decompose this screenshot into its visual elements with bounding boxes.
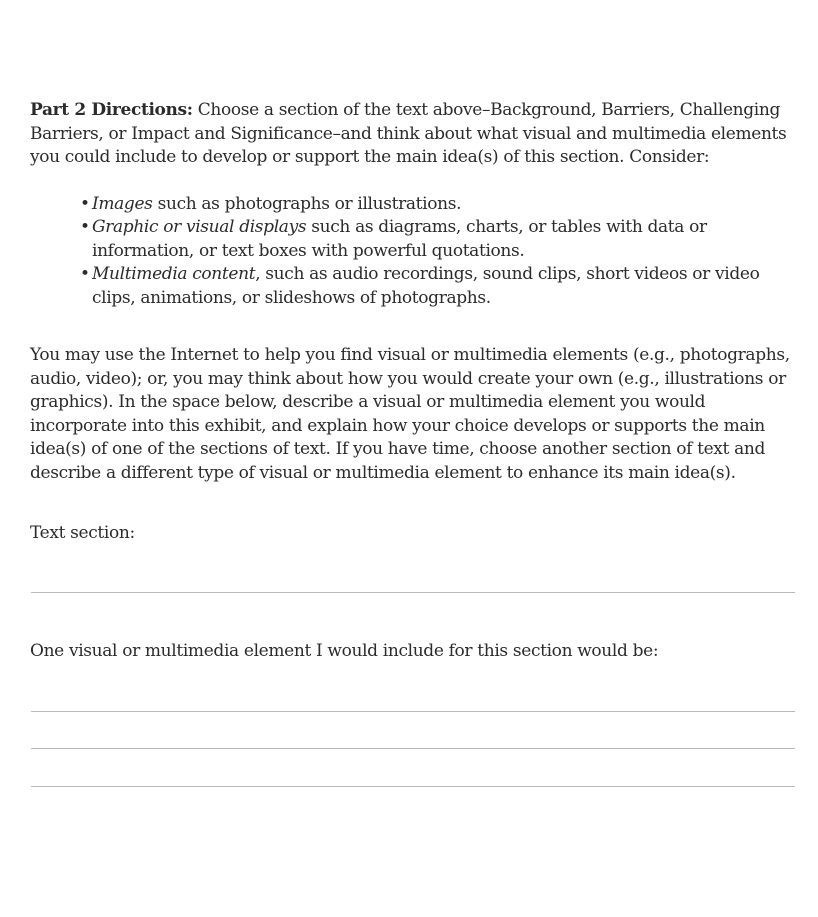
bullet-term: Multimedia content [92,264,256,284]
bullet-text: such as diagrams, charts, or tables with data or information, or text boxes with powerful quotations. [92,217,707,261]
text-section-answer-line[interactable] [31,592,795,593]
element-prompt: One visual or multimedia element I would include for this section would be: [30,641,659,661]
directions-heading: Part 2 Directions: [30,100,193,120]
element-answer-line-2[interactable] [31,748,795,749]
worksheet-body [30,99,800,485]
bullet-marker: • [80,193,90,214]
bullet-text: such as photographs or illustrations. [152,193,462,214]
consider-list [80,193,800,311]
directions-paragraph [30,99,800,170]
bullet-marker: • [80,217,90,237]
instructions-paragraph: You may use the Internet to help you find visual or multimedia elements (e.g., photographs, audio, video); or, you may think about how you would create your own (e.g., illustrations or graphics). In the space below, describe a visual or multimedia element you would incorporate into this exhibit, and explain how your choice develops or supports the main idea(s) of one of the sections of text. If you have time, choose another section of text and describe a different type of visual or multimedia element to enhance its main idea(s). [30,345,790,483]
list-item [80,193,800,217]
bullet-text: , such as audio recordings, sound clips, short videos or video clips, animations, or slideshows of photographs. [92,264,760,308]
list-item [80,263,800,310]
directions-text: Choose a section of the text above–Background, Barriers, Challenging Barriers, or Impact and Significance–and think about what visual and multimedia elements you could include to develop or support the main idea(s) of this section. Consider: [30,100,787,167]
bullet-marker: • [80,264,90,284]
list-item [80,216,800,263]
element-answer-line-1[interactable] [31,711,795,712]
element-answer-line-3[interactable] [31,786,795,787]
bullet-term: Graphic or visual displays [92,217,307,237]
text-section-prompt: Text section: [30,523,135,543]
bullet-term: Images [92,193,153,214]
